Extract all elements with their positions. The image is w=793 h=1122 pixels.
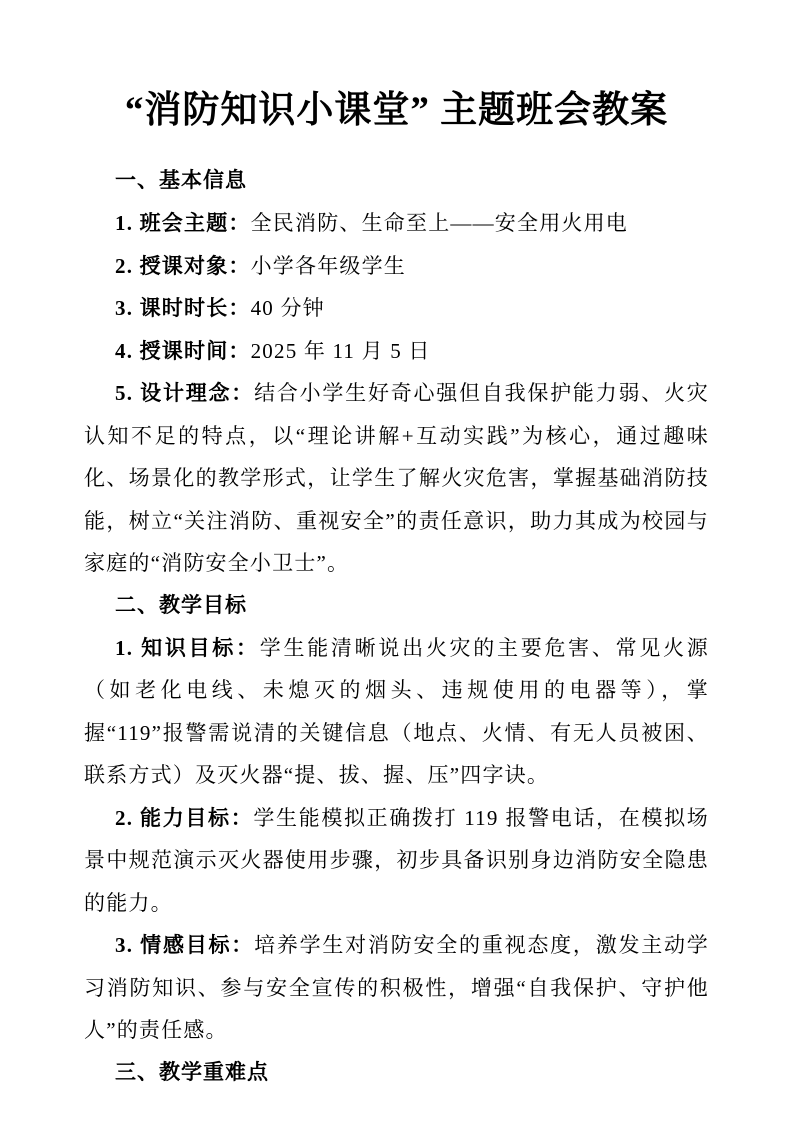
section-heading-key-difficult-points: 三、教学重难点 — [115, 1060, 269, 1084]
paragraph-class-theme — [84, 202, 709, 245]
item-label: 3. 课时时长： — [115, 296, 251, 320]
item-label: 4. 授课时间： — [115, 338, 251, 363]
item-label: 1. 班会主题： — [115, 211, 251, 235]
item-text: 全民消防、生命至上——安全用火用电 — [250, 211, 629, 235]
item-text: 小学各年级学生 — [250, 253, 407, 278]
paragraph-date — [84, 330, 709, 373]
item-text: 学生能模拟正确拨打 119 报警电话，在模拟场景中规范演示灭火器使用步骤，初步具备识别身边消防安全隐患的能力。 — [84, 805, 709, 915]
paragraph-knowledge-goal — [84, 627, 709, 797]
paragraph-ability-goal — [84, 797, 709, 925]
item-label: 2. 授课对象： — [115, 253, 251, 278]
item-text: 学生能清晰说出火灾的主要危害、常见火源（如老化电线、未熄灭的烟头、违规使用的电器等），掌握“119”报警需说清的关键信息（地点、火情、有无人员被困、联系方式）及灭火器“提、拔、握、压”四字诀。 — [84, 635, 709, 787]
section-heading-teaching-goals: 二、教学目标 — [115, 593, 247, 617]
item-text: 结合小学生好奇心强但自我保护能力弱、火灾认知不足的特点，以“理论讲解+互动实践”为核心，通过趣味化、场景化的教学形式，让学生了解火灾危害，掌握基础消防技能，树立“关注消防、重视安全”的责任意识，助力其成为校园与家庭的“消防安全小卫士”。 — [84, 381, 709, 575]
item-label: 1. 知识目标： — [115, 635, 260, 660]
document-title: “消防知识小课堂” 主题班会教案 — [124, 90, 669, 131]
paragraph-audience — [84, 245, 709, 288]
item-text: 2025 年 11 月 5 日 — [250, 338, 431, 363]
item-text: 培养学生对消防安全的重视态度，激发主动学习消防知识、参与安全宣传的积极性，增强“自我保护、守护他人”的责任感。 — [84, 933, 709, 1042]
paragraph-design-concept — [84, 372, 709, 585]
item-label: 3. 情感目标： — [115, 933, 255, 957]
section-heading-basic-info: 一、基本信息 — [115, 169, 247, 192]
paragraph-emotion-goal — [84, 924, 709, 1052]
item-label: 5. 设计理念： — [115, 381, 255, 405]
paragraph-duration — [84, 287, 709, 330]
item-text: 40 分钟 — [250, 296, 325, 320]
item-label: 2. 能力目标： — [115, 805, 254, 830]
